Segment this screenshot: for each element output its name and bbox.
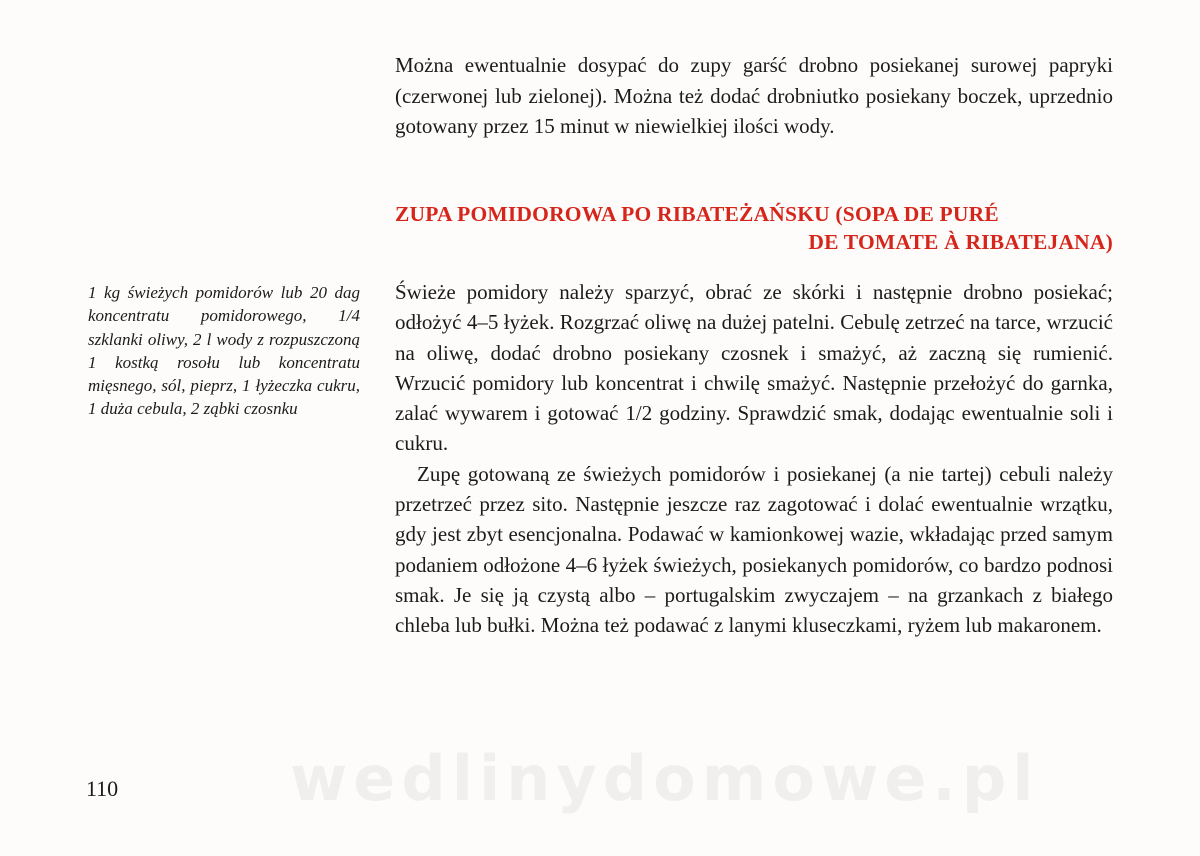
method-paragraph-1: Świeże pomidory należy sparzyć, obrać ze skórki i następnie drobno posiekać; odłożyć 4–5 łyżek. Rozgrzać oliwę na dużej patelni. Cebulę zetrzeć na tarce, wrzucić na oliwę, dodać drobno posiekany czosnek i smażyć, aż zaczną się rumienić. Wrzucić pomidory lub koncentrat i chwilę smażyć. Następnie przełożyć do garnka, zalać wywarem i gotować 1/2 godziny. Sprawdzić smak, dodając ewentualnie soli i cukru. [395,280,1113,456]
page-number: 110 [86,776,119,801]
recipe-title-line1: ZUPA POMIDOROWA PO RIBATEŻAŃSKU (SOPA DE PURÉ [395,202,999,226]
recipe-title-line2: DE TOMATE À RIBATEJANA) [808,230,1113,254]
watermark: wedlinydomowe.pl [290,742,1040,815]
method-paragraph-2: Zupę gotowaną ze świeżych pomidorów i posiekanej (a nie tartej) cebuli należy przetrzeć przez sito. Następnie jeszcze raz zagotować i dolać ewentualnie wrzątku, gdy jest zbyt esencjonalna. Podawać w kamionkowej wazie, wkładając przed samym podaniem odłożone 4–6 łyżek świeżych, posiekanych pomidorów, co bardzo podnosi smak. Je się ją czystą albo – portugalskim zwyczajem – na grzankach z białego chleba lub bułki. Można też podawać z lanymi kluseczkami, ryżem lub makaronem. [395,461,1113,638]
recipe-title [395,200,1113,256]
recipe-method [395,277,1113,641]
intro-paragraph: Można ewentualnie dosypać do zupy garść drobno posiekanej surowej papryki (czerwonej lub zielonej). Można też dodać drobniutko posiekany boczek, uprzednio gotowany przez 15 minut w niewielkiej ilości wody. [395,53,1113,138]
ingredients-list: 1 kg świeżych pomidorów lub 20 dag koncentratu pomidorowego, 1/4 szklanki oliwy, 2 l wody z rozpuszczoną 1 kostką rosołu lub koncentratu mięsnego, sól, pieprz, 1 łyżeczka cukru, 1 duża cebula, 2 ząbki czosnku [88,283,360,419]
